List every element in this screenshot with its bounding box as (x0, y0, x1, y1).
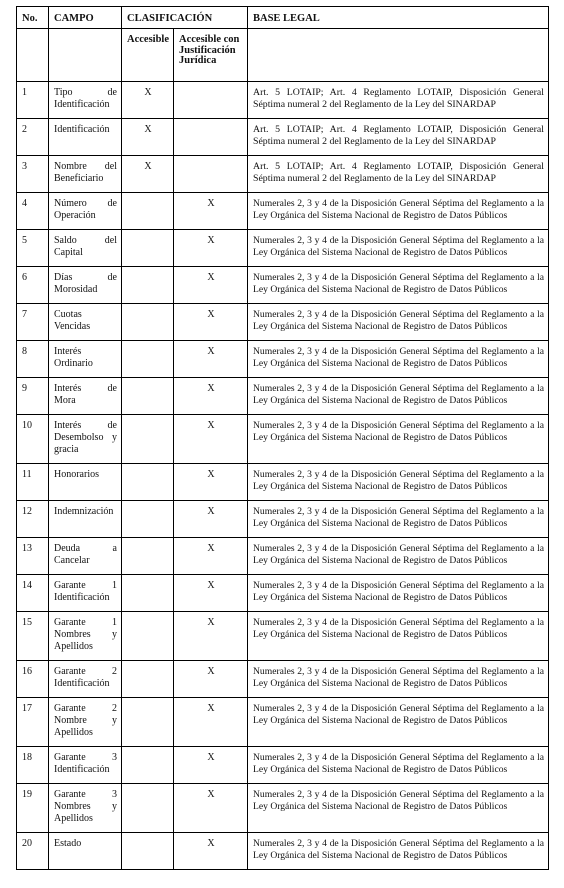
row-number: 10 (17, 415, 49, 464)
row-campo: Garante 1 Identificación (49, 575, 122, 612)
row-campo: Saldo del Capital (49, 230, 122, 267)
row-number: 2 (17, 119, 49, 156)
row-base-legal: Art. 5 LOTAIP; Art. 4 Reglamento LOTAIP, Disposición General Séptima numeral 2 del Reglamento de la Ley del SINARDAP (248, 82, 549, 119)
table-row (17, 698, 549, 747)
row-base-legal: Art. 5 LOTAIP; Art. 4 Reglamento LOTAIP, Disposición General Séptima numeral 2 del Reglamento de la Ley del SINARDAP (248, 156, 549, 193)
row-accesible-mark (122, 612, 174, 661)
row-justificacion-mark: X (174, 304, 248, 341)
row-campo: Garante 3 Identificación (49, 747, 122, 784)
row-base-legal: Numerales 2, 3 y 4 de la Disposición General Séptima del Reglamento a la Ley Orgánica del Sistema Nacional de Registro de Datos Públicos (248, 464, 549, 501)
table-row (17, 612, 549, 661)
row-justificacion-mark: X (174, 833, 248, 870)
row-base-legal: Numerales 2, 3 y 4 de la Disposición General Séptima del Reglamento a la Ley Orgánica del Sistema Nacional de Registro de Datos Públicos (248, 378, 549, 415)
row-accesible-mark (122, 747, 174, 784)
row-base-legal: Numerales 2, 3 y 4 de la Disposición General Séptima del Reglamento a la Ley Orgánica del Sistema Nacional de Registro de Datos Públicos (248, 747, 549, 784)
table-row (17, 501, 549, 538)
header-row (17, 7, 549, 29)
row-number: 9 (17, 378, 49, 415)
table-row (17, 341, 549, 378)
row-justificacion-mark: X (174, 661, 248, 698)
row-justificacion-mark: X (174, 378, 248, 415)
row-number: 6 (17, 267, 49, 304)
table-row (17, 230, 549, 267)
row-accesible-mark: X (122, 82, 174, 119)
row-accesible-mark (122, 304, 174, 341)
row-base-legal: Numerales 2, 3 y 4 de la Disposición General Séptima del Reglamento a la Ley Orgánica del Sistema Nacional de Registro de Datos Públicos (248, 575, 549, 612)
row-campo: Tipo de Identificación (49, 82, 122, 119)
row-campo: Deuda a Cancelar (49, 538, 122, 575)
row-justificacion-mark: X (174, 784, 248, 833)
row-justificacion-mark: X (174, 341, 248, 378)
row-campo: Estado (49, 833, 122, 870)
row-base-legal: Numerales 2, 3 y 4 de la Disposición General Séptima del Reglamento a la Ley Orgánica del Sistema Nacional de Registro de Datos Públicos (248, 304, 549, 341)
row-base-legal: Numerales 2, 3 y 4 de la Disposición General Séptima del Reglamento a la Ley Orgánica del Sistema Nacional de Registro de Datos Públicos (248, 415, 549, 464)
table-row (17, 304, 549, 341)
table-row (17, 119, 549, 156)
row-campo: Interés de Mora (49, 378, 122, 415)
row-accesible-mark (122, 661, 174, 698)
row-accesible-mark: X (122, 119, 174, 156)
row-justificacion-mark: X (174, 464, 248, 501)
row-number: 5 (17, 230, 49, 267)
row-base-legal: Numerales 2, 3 y 4 de la Disposición General Séptima del Reglamento a la Ley Orgánica del Sistema Nacional de Registro de Datos Públicos (248, 267, 549, 304)
row-accesible-mark (122, 698, 174, 747)
row-accesible-mark (122, 501, 174, 538)
row-base-legal: Numerales 2, 3 y 4 de la Disposición General Séptima del Reglamento a la Ley Orgánica del Sistema Nacional de Registro de Datos Públicos (248, 538, 549, 575)
row-campo: Garante 2 Identificación (49, 661, 122, 698)
table-row (17, 464, 549, 501)
row-justificacion-mark: X (174, 501, 248, 538)
row-base-legal: Numerales 2, 3 y 4 de la Disposición General Séptima del Reglamento a la Ley Orgánica del Sistema Nacional de Registro de Datos Públicos (248, 230, 549, 267)
header-no: No. (17, 7, 49, 29)
row-justificacion-mark (174, 119, 248, 156)
row-justificacion-mark: X (174, 267, 248, 304)
row-number: 17 (17, 698, 49, 747)
row-justificacion-mark (174, 156, 248, 193)
header-campo: CAMPO (49, 7, 122, 29)
row-accesible-mark (122, 230, 174, 267)
subheader-empty-campo (49, 29, 122, 82)
row-base-legal: Numerales 2, 3 y 4 de la Disposición General Séptima del Reglamento a la Ley Orgánica del Sistema Nacional de Registro de Datos Públicos (248, 661, 549, 698)
row-justificacion-mark: X (174, 230, 248, 267)
row-number: 13 (17, 538, 49, 575)
row-campo: Honorarios (49, 464, 122, 501)
row-base-legal: Numerales 2, 3 y 4 de la Disposición General Séptima del Reglamento a la Ley Orgánica del Sistema Nacional de Registro de Datos Públicos (248, 833, 549, 870)
row-campo: Nombre del Beneficiario (49, 156, 122, 193)
subheader-accesible-justificacion: Accesible con Justificación Jurídica (174, 29, 248, 82)
row-number: 19 (17, 784, 49, 833)
row-base-legal: Numerales 2, 3 y 4 de la Disposición General Séptima del Reglamento a la Ley Orgánica del Sistema Nacional de Registro de Datos Públicos (248, 612, 549, 661)
row-base-legal: Numerales 2, 3 y 4 de la Disposición General Séptima del Reglamento a la Ley Orgánica del Sistema Nacional de Registro de Datos Públicos (248, 193, 549, 230)
row-number: 16 (17, 661, 49, 698)
row-base-legal: Art. 5 LOTAIP; Art. 4 Reglamento LOTAIP, Disposición General Séptima numeral 2 del Reglamento de la Ley del SINARDAP (248, 119, 549, 156)
header-base-legal: BASE LEGAL (248, 7, 549, 29)
row-base-legal: Numerales 2, 3 y 4 de la Disposición General Séptima del Reglamento a la Ley Orgánica del Sistema Nacional de Registro de Datos Públicos (248, 501, 549, 538)
subheader-row (17, 29, 549, 82)
table-row (17, 661, 549, 698)
row-accesible-mark (122, 267, 174, 304)
row-justificacion-mark: X (174, 415, 248, 464)
row-accesible-mark (122, 415, 174, 464)
header-clasificacion: CLASIFICACIÓN (122, 7, 248, 29)
row-number: 14 (17, 575, 49, 612)
row-accesible-mark (122, 833, 174, 870)
row-justificacion-mark (174, 82, 248, 119)
table-row (17, 575, 549, 612)
subheader-accesible: Accesible (122, 29, 174, 82)
row-justificacion-mark: X (174, 747, 248, 784)
row-campo: Identificación (49, 119, 122, 156)
row-number: 1 (17, 82, 49, 119)
table-row (17, 82, 549, 119)
row-base-legal: Numerales 2, 3 y 4 de la Disposición General Séptima del Reglamento a la Ley Orgánica del Sistema Nacional de Registro de Datos Públicos (248, 784, 549, 833)
row-number: 11 (17, 464, 49, 501)
subheader-empty-base (248, 29, 549, 82)
row-accesible-mark (122, 464, 174, 501)
row-accesible-mark (122, 784, 174, 833)
row-justificacion-mark: X (174, 575, 248, 612)
row-base-legal: Numerales 2, 3 y 4 de la Disposición General Séptima del Reglamento a la Ley Orgánica del Sistema Nacional de Registro de Datos Públicos (248, 698, 549, 747)
row-campo: Cuotas Vencidas (49, 304, 122, 341)
row-accesible-mark (122, 575, 174, 612)
table-body (17, 82, 549, 870)
table-row (17, 415, 549, 464)
table-row (17, 747, 549, 784)
table-row (17, 267, 549, 304)
row-accesible-mark (122, 193, 174, 230)
table-row (17, 156, 549, 193)
row-campo: Indemnización (49, 501, 122, 538)
row-number: 7 (17, 304, 49, 341)
row-accesible-mark (122, 378, 174, 415)
row-campo: Garante 2 Nombre y Apellidos (49, 698, 122, 747)
row-number: 12 (17, 501, 49, 538)
row-accesible-mark (122, 538, 174, 575)
table-row (17, 538, 549, 575)
row-campo: Garante 3 Nombres y Apellidos (49, 784, 122, 833)
row-number: 3 (17, 156, 49, 193)
subheader-empty-no (17, 29, 49, 82)
table-row (17, 378, 549, 415)
row-campo: Interés de Desembolso y gracia (49, 415, 122, 464)
row-accesible-mark: X (122, 156, 174, 193)
table-row (17, 193, 549, 230)
row-campo: Garante 1 Nombres y Apellidos (49, 612, 122, 661)
row-number: 4 (17, 193, 49, 230)
row-number: 15 (17, 612, 49, 661)
row-number: 8 (17, 341, 49, 378)
row-accesible-mark (122, 341, 174, 378)
table-row (17, 784, 549, 833)
row-campo: Número de Operación (49, 193, 122, 230)
row-number: 18 (17, 747, 49, 784)
row-justificacion-mark: X (174, 538, 248, 575)
table-row (17, 833, 549, 870)
row-campo: Días de Morosidad (49, 267, 122, 304)
row-justificacion-mark: X (174, 193, 248, 230)
row-number: 20 (17, 833, 49, 870)
row-justificacion-mark: X (174, 698, 248, 747)
row-base-legal: Numerales 2, 3 y 4 de la Disposición General Séptima del Reglamento a la Ley Orgánica del Sistema Nacional de Registro de Datos Públicos (248, 341, 549, 378)
legal-basis-table (16, 6, 549, 870)
row-campo: Interés Ordinario (49, 341, 122, 378)
row-justificacion-mark: X (174, 612, 248, 661)
